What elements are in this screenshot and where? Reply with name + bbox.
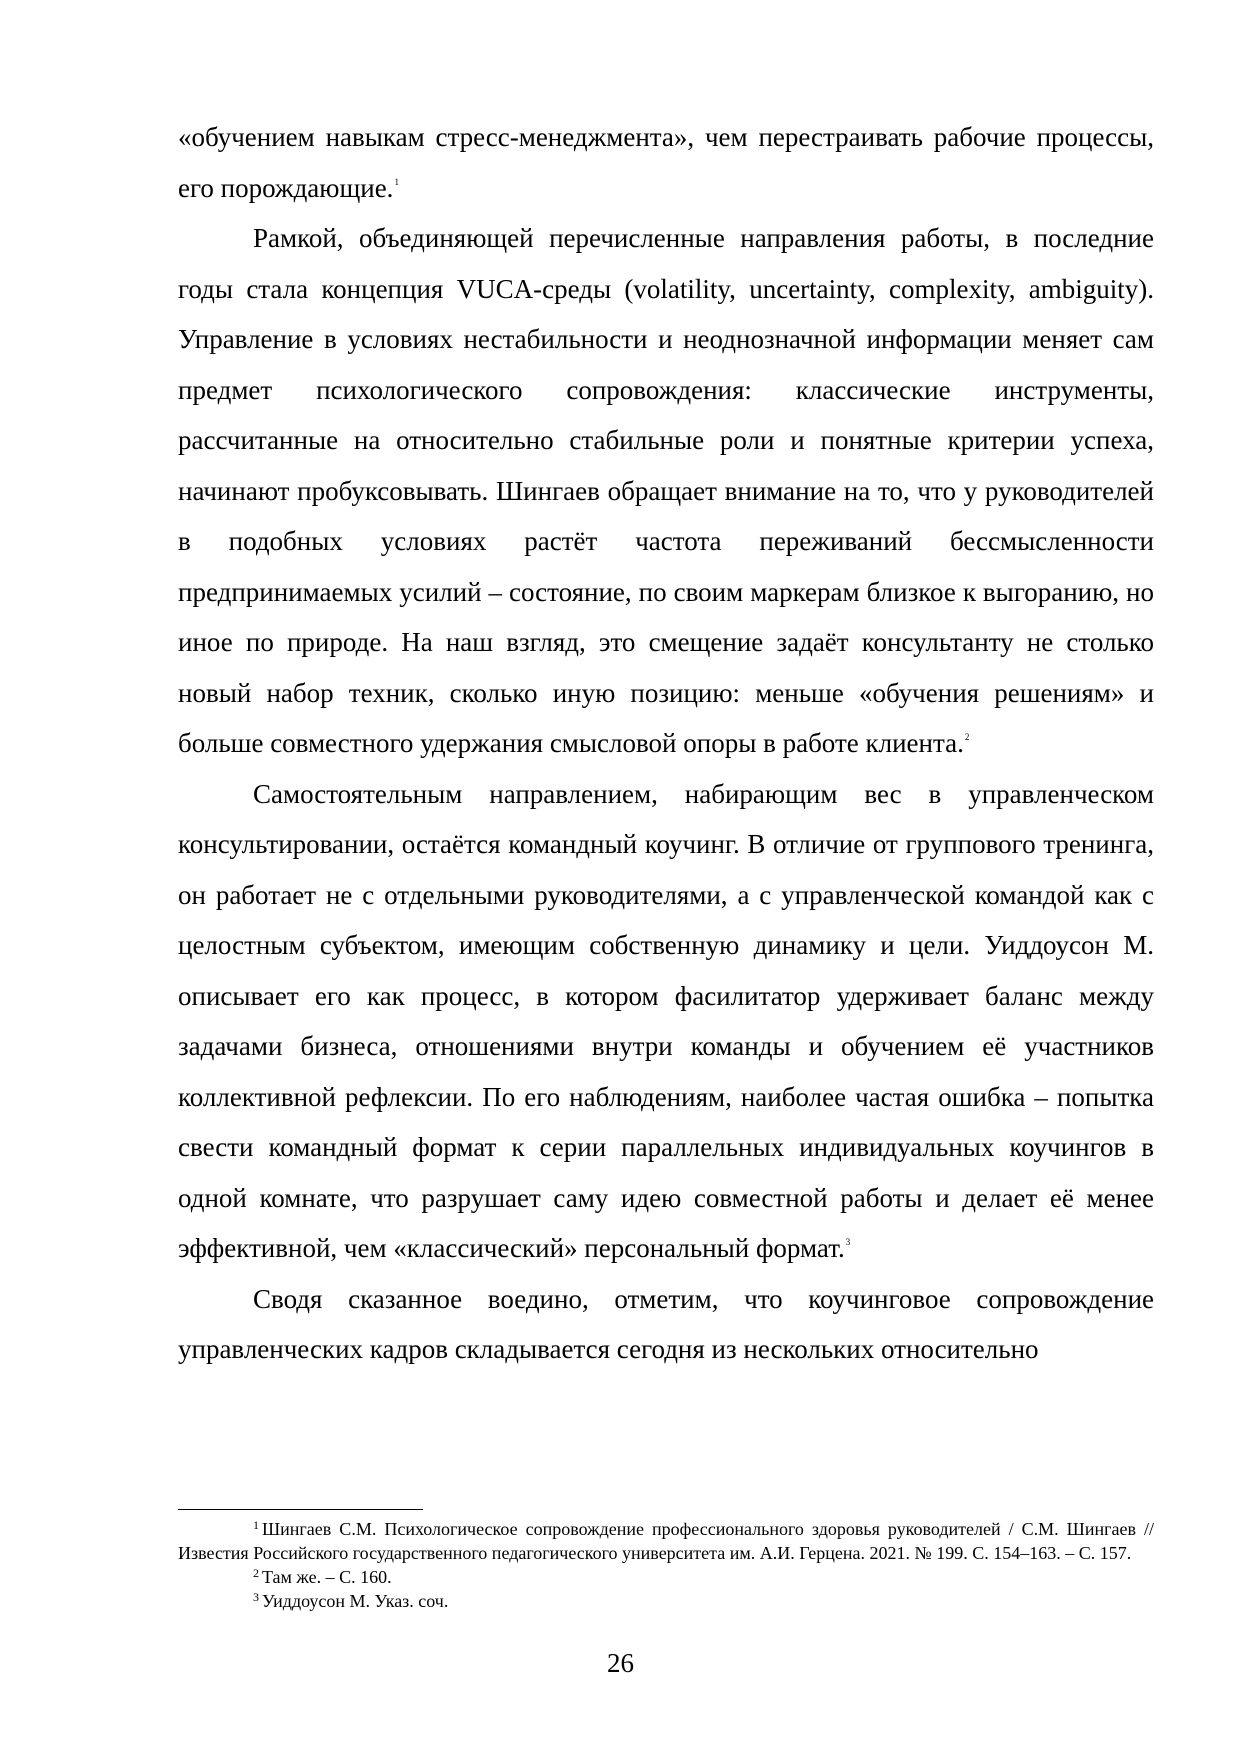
paragraph-4-text: Сводя сказанное воедино, отметим, что коучинговое сопровождение управленческих кадров складывается сегодня из нескольких относительно <box>178 1283 1154 1364</box>
footnote-1-text: Шингаев С.М. Психологическое сопровождение профессионального здоровья руководителей / С.М. Шингаев // Известия Российского государственного педагогического университета им. А.И. Герцена. 2021. № 199. С. 154–163. – С. 157. <box>178 1519 1154 1563</box>
paragraph-1-text: «обучением навыкам стресс-менеджмента», чем перестраивать рабочие процессы, его порождающие. <box>178 122 1154 203</box>
footnote-ref-2[interactable]: 2 <box>964 732 970 742</box>
footnote-3 <box>178 1589 1154 1613</box>
footnote-2-text: Там же. – С. 160. <box>262 1567 392 1587</box>
paragraph-2-text: Рамкой, объединяющей перечисленные направления работы, в последние годы стала концепция VUCA-среды (volatility, uncertainty, complexity, ambiguity). Управление в условиях нестабильности и неоднозначной информации меняет сам предмет психологического сопровождения: классические инструменты, рассчитанные на относительно стабильные роли и понятные критерии успеха, начинают пробуксовывать. Шингаев обращает внимание на то, что у руководителей в подобных условиях растёт частота переживаний бессмысленности предпринимаемых усилий – состояние, по своим маркерам близкое к выгоранию, но иное по природе. На наш взгляд, это смещение задаёт консультанту не столько новый набор техник, сколько иную позицию: меньше «обучения решениям» и больше совместного удержания смысловой опоры в работе клиента. <box>178 223 1154 758</box>
paragraph-3-text: Самостоятельным направлением, набирающим вес в управленческом консультировании, остаётся командный коучинг. В отличие от группового тренинга, он работает не с отдельными руководителями, а с управленческой командой как с целостным субъектом, имеющим собственную динамику и цели. Уиддоусон М. описывает его как процесс, в котором фасилитатор удерживает баланс между задачами бизнеса, отношениями внутри команды и обучением её участников коллективной рефлексии. По его наблюдениям, наиболее частая ошибка – попытка свести командный формат к серии параллельных индивидуальных коучингов в одной комнате, что разрушает саму идею совместной работы и делает её менее эффективной, чем «классический» персональный формат. <box>178 778 1154 1263</box>
footnotes <box>178 1517 1154 1613</box>
paragraph-4 <box>178 1274 1154 1375</box>
footnote-2 <box>178 1565 1154 1589</box>
footnote-3-number: 3 <box>253 1590 259 1604</box>
footnote-separator <box>178 1509 423 1510</box>
footnote-1 <box>178 1517 1154 1565</box>
page-number: 26 <box>607 1648 634 1678</box>
main-text <box>178 112 1154 1375</box>
footnote-2-number: 2 <box>253 1566 259 1580</box>
paragraph-1 <box>178 112 1154 213</box>
paragraph-2 <box>178 213 1154 769</box>
footnote-3-text: Уиддоусон М. Указ. соч. <box>262 1591 449 1611</box>
footnote-ref-3[interactable]: 3 <box>845 1237 851 1247</box>
footnote-ref-1[interactable]: 1 <box>394 176 399 187</box>
footnote-1-number: 1 <box>253 1518 259 1532</box>
paragraph-3 <box>178 769 1154 1274</box>
